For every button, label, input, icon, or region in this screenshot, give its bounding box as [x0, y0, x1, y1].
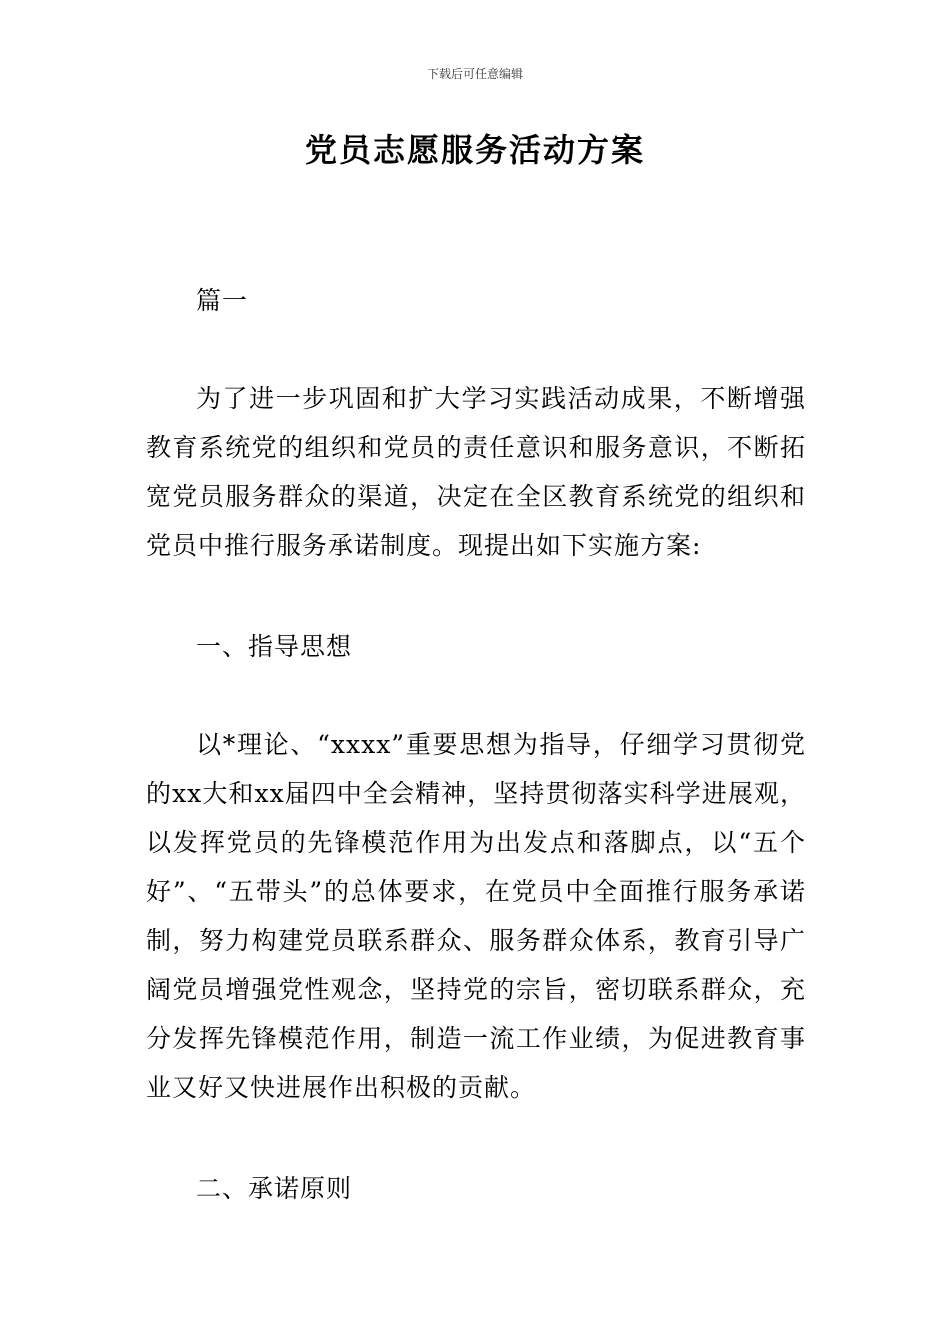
intro-paragraph: 为了进一步巩固和扩大学习实践活动成果，不断增强教育系统党的组织和党员的责任意识和服务意识，不断拓宽党员服务群众的渠道，决定在全区教育系统党的组织和党员中推行服务承诺制度。现提出如下实施方案: — [146, 384, 806, 560]
heading-guiding-ideology: 一、指导思想 — [196, 632, 353, 661]
document-title: 党员志愿服务活动方案 — [304, 131, 645, 169]
header-note: 下载后可任意编辑 — [426, 67, 523, 81]
section-label: 篇一 — [196, 286, 249, 315]
guiding-ideology-paragraph: 以*理论、“xxxx”重要思想为指导，仔细学习贯彻党的xx大和xx届四中全会精神，坚持贯彻落实科学进展观，以发挥党员的先锋模范作用为出发点和落脚点，以“五个好”、“五带头”的总体要求，在党员中全面推行服务承诺制，努力构建党员联系群众、服务群众体系，教育引导广阔党员增强党性观念，坚持党的宗旨，密切联系群众，充分发挥先锋模范作用，制造一流工作业绩，为促进教育事业又好又快进展作出积极的贡献。 — [146, 730, 806, 1102]
heading-commitment-principles: 二、承诺原则 — [196, 1174, 353, 1203]
